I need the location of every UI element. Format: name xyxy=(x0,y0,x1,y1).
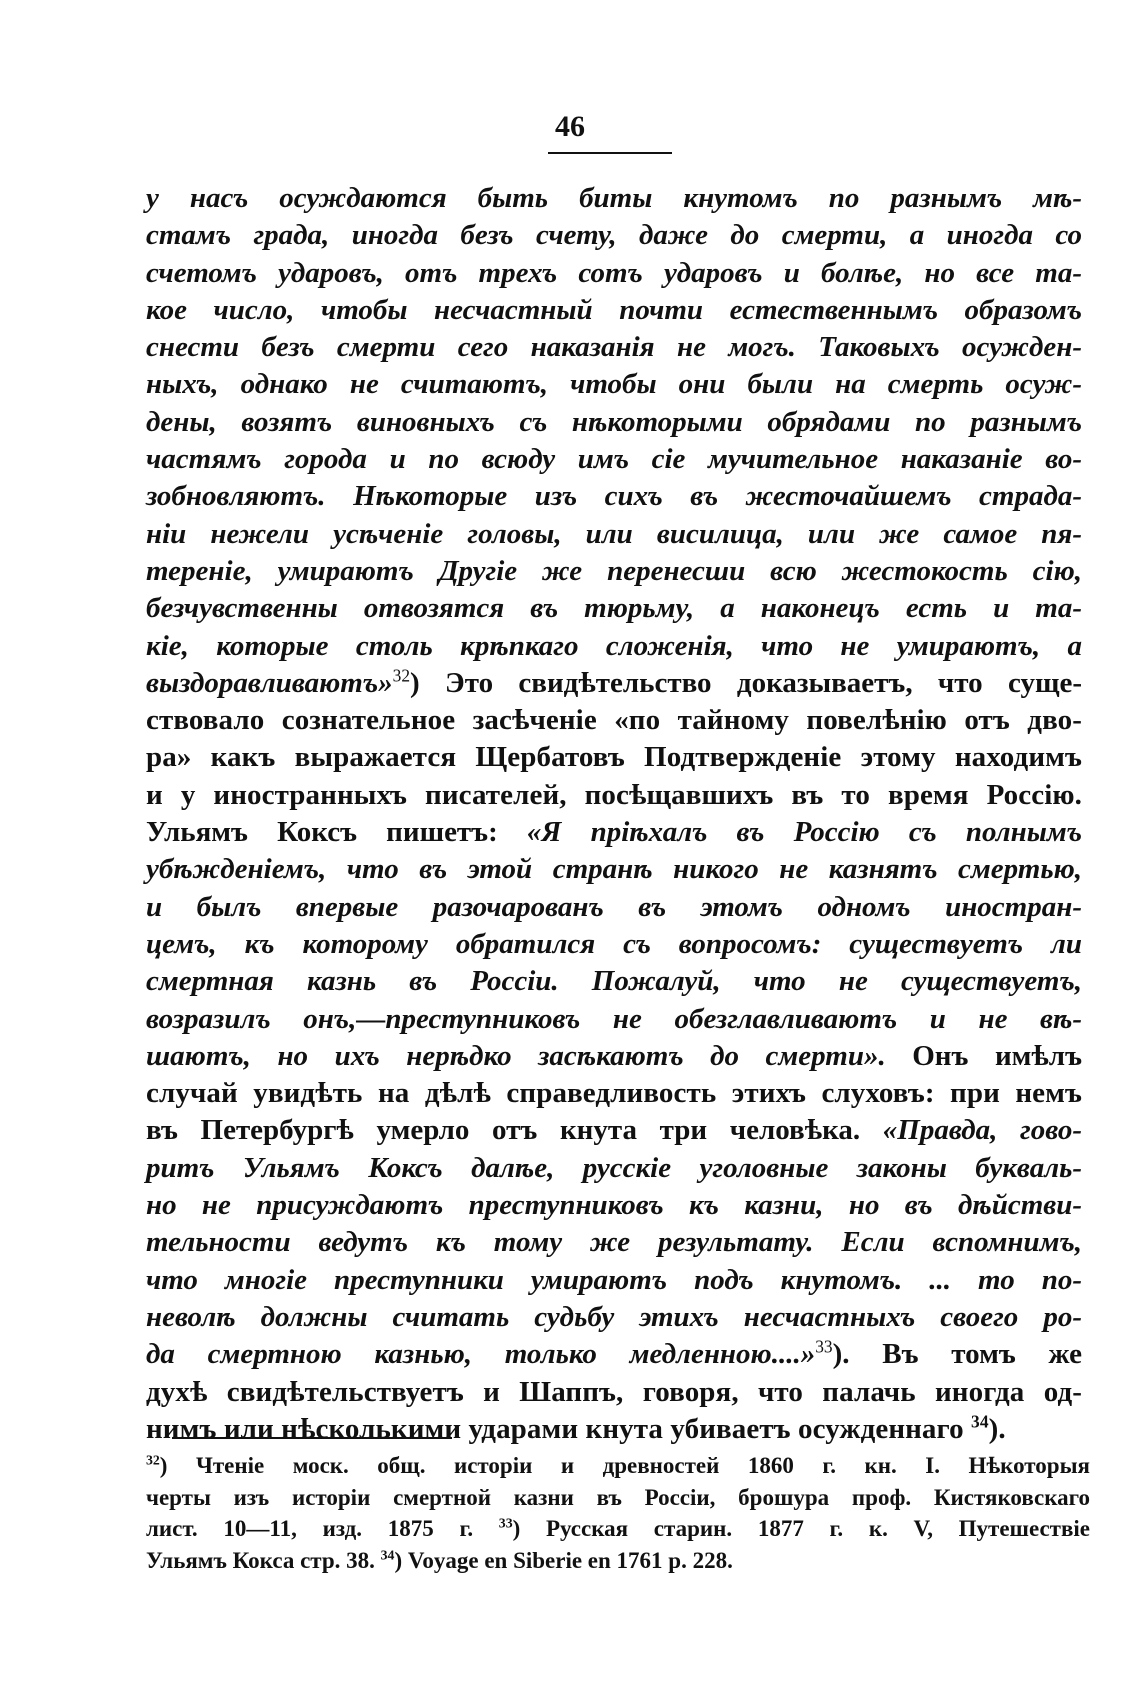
footnote-text: Ульямъ Кокса стр. 38. xyxy=(146,1547,381,1573)
text-line: частямъ города и по всюду имъ сіе мучительное наказаніе во- xyxy=(146,443,1082,476)
text-line: счетомъ ударовъ, отъ трехъ сотъ ударовъ и болѣе, но все та- xyxy=(146,256,1082,289)
text-segment: Ульямъ Коксъ пишетъ: xyxy=(146,816,527,849)
text-line: дены, возятъ виновныхъ съ нѣкоторыми обрядами по разнымъ xyxy=(146,405,1082,438)
text-segment: выздоравливаютъ» xyxy=(146,666,393,699)
footnote-line: $^{32}$) Чтеніе моск. общ. исторіи и древностей 1860 г. кн. I. Нѣкоторыя xyxy=(146,1452,1090,1478)
text-line: ніи нежели усѣченіе головы, или висилица, или же самое пя- xyxy=(146,517,1082,550)
text-line: ритъ Ульямъ Коксъ далѣе, русскіе уголовные законы букваль- xyxy=(146,1151,1082,1184)
text-segment: нимъ или нѣсколькими ударами кнута убиваетъ осужденнаго xyxy=(146,1412,972,1445)
text-segment: шаютъ, но ихъ нерѣдко засѣкаютъ до смерти». xyxy=(146,1039,886,1072)
footnote-reference: 32 xyxy=(392,665,411,686)
text-line: стамъ града, иногда безъ счету, даже до смерти, а иногда со xyxy=(146,219,1082,252)
text-line: что многіе преступники умираютъ подъ кнутомъ. ... то по- xyxy=(146,1263,1082,1296)
footnote-marker: 32 xyxy=(146,1452,160,1468)
text-line: неволѣ должны считать судьбу этихъ несчастныхъ своего ро- xyxy=(146,1300,1082,1333)
footnote-reference: 33 xyxy=(815,1336,833,1357)
header-rule xyxy=(548,152,672,154)
text-line: у насъ осуждаются быть биты кнутомъ по разнымъ мѣ- xyxy=(146,182,1082,214)
text-line: духѣ свидѣтельствуетъ и Шаппъ, говоря, что палачь иногда од- xyxy=(146,1375,1082,1408)
text-line: ра» какъ выражается Щербатовъ Подтвержденіе этому находимъ xyxy=(146,741,1082,774)
text-segment: ) Это свидѣтельство доказываетъ, что суще- xyxy=(410,666,1082,699)
text-line xyxy=(146,814,1082,851)
text-line xyxy=(146,1038,1082,1075)
footnote-text: ) Voyage en Siberie en 1761 p. 228. xyxy=(394,1547,733,1573)
body-text xyxy=(146,180,1082,1448)
text-line: и у иностранныхъ писателей, посѣщавшихъ въ то время Россію. xyxy=(146,778,1082,811)
text-line: кіе, которые столь крѣпкаго сложенія, что не умираютъ, а xyxy=(146,629,1082,662)
text-line: цемъ, къ которому обратился съ вопросомъ: существуетъ ли xyxy=(146,927,1082,960)
footnote-line: черты изъ исторіи смертной казни въ Россіи, брошура проф. Кистяковскаго xyxy=(146,1484,1090,1510)
text-segment: «Я пріѣхалъ въ Россію съ полнымъ xyxy=(526,816,1082,849)
page-number: 46 xyxy=(555,110,585,143)
text-line: но не присуждаютъ преступниковъ къ казни, но въ дѣйстви- xyxy=(146,1189,1082,1222)
text-line: убѣжденіемъ, что въ этой странѣ никого не казнятъ смертью, xyxy=(146,853,1082,886)
footnote-line xyxy=(146,1545,1090,1577)
text-line: тереніе, умираютъ Другіе же перенесши всю жестокость сію, xyxy=(146,554,1082,587)
text-line: ныхъ, однако не считаютъ, чтобы они были на смерть осуж- xyxy=(146,368,1082,401)
text-line: возразилъ онъ,—преступниковъ не обезглавливаютъ и не вѣ- xyxy=(146,1002,1082,1035)
text-line xyxy=(146,1411,1082,1448)
text-line: тельности ведутъ къ тому же результату. Если вспомнимъ, xyxy=(146,1226,1082,1259)
text-line: зобновляютъ. Нѣкоторые изъ сихъ въ жесточайшемъ страда- xyxy=(146,480,1082,513)
text-line xyxy=(146,665,1082,702)
footnote-line xyxy=(146,1513,1090,1545)
text-segment: «Правда, гово- xyxy=(882,1114,1082,1147)
text-segment: ). Въ томъ же xyxy=(832,1338,1082,1371)
footnote-reference: 34 xyxy=(971,1411,989,1432)
footnote-marker: 34 xyxy=(380,1546,395,1562)
text-line: смертная казнь въ Россіи. Пожалуй, что не существуетъ, xyxy=(146,965,1082,998)
text-segment: Онъ имѣлъ xyxy=(885,1039,1082,1072)
text-line: кое число, чтобы несчастный почти естественнымъ образомъ xyxy=(146,293,1082,326)
text-line xyxy=(146,1112,1082,1149)
text-segment: въ Петербургѣ умерло отъ кнута три человѣка. xyxy=(146,1114,883,1147)
footnote-text: лист. 10—11, изд. 1875 г. xyxy=(146,1516,499,1541)
text-line xyxy=(146,1336,1082,1373)
text-line: случай увидѣть на дѣлѣ справедливость этихъ слуховъ: при немъ xyxy=(146,1077,1082,1110)
text-segment: ). xyxy=(988,1412,1006,1445)
footnote-text: ) Русская старин. 1877 г. к. V, Путешествіе xyxy=(512,1516,1090,1541)
footnotes xyxy=(146,1450,1090,1576)
footnote-marker: 33 xyxy=(498,1515,513,1531)
text-line: и былъ впервые разочарованъ въ этомъ одномъ иностран- xyxy=(146,890,1082,923)
text-line: безчувственны отвозятся въ тюрьму, а наконецъ есть и та- xyxy=(146,592,1082,625)
text-line: ствовало сознательное засѣченіе «по тайному повелѣнію отъ дво- xyxy=(146,704,1082,737)
text-segment: да смертною казнью, только медленною....» xyxy=(146,1338,816,1371)
footnote-text: Чтеніе моск. общ. исторіи и древностей 1860 г. кн. I. Нѣкоторыя xyxy=(195,1453,1090,1478)
footnote-rule xyxy=(172,1437,452,1439)
text-line: снести безъ смерти сего наказанія не могъ. Таковыхъ осужден- xyxy=(146,331,1082,364)
